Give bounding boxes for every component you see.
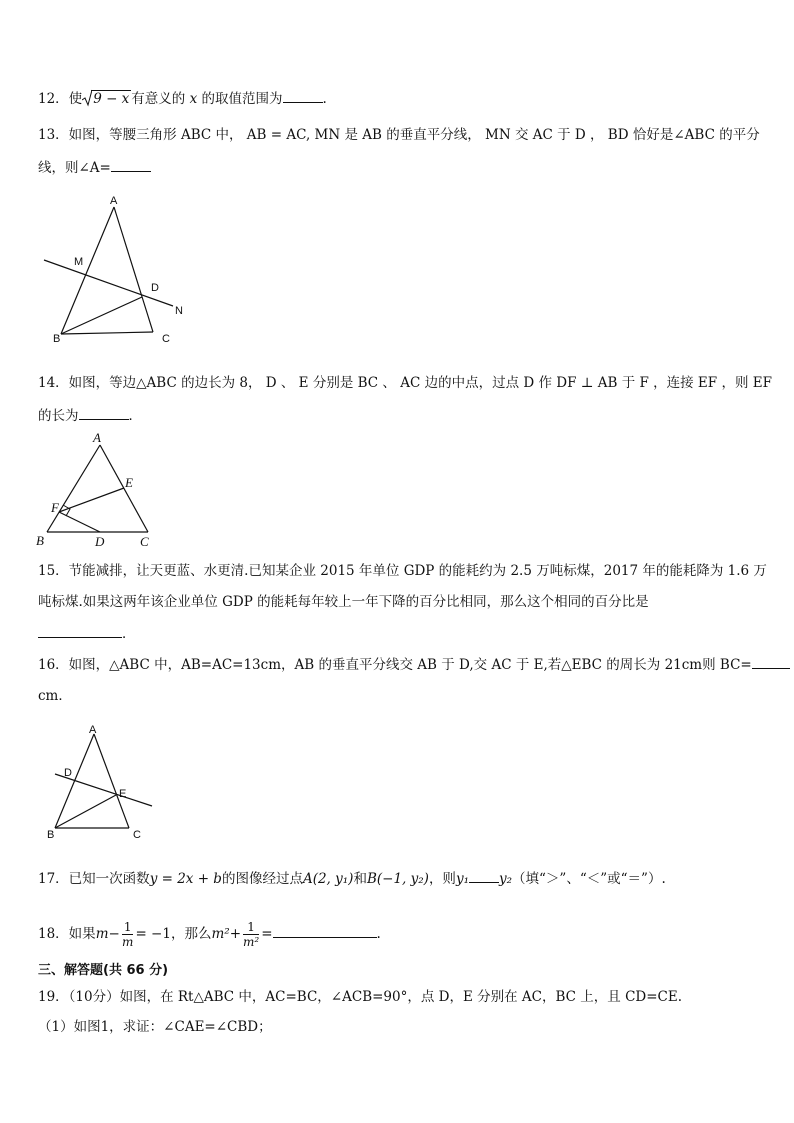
q14-label-c: C [140, 534, 149, 549]
sqrt-sign-icon [82, 89, 92, 107]
q12-answer-blank[interactable] [283, 89, 323, 103]
q17-answer-blank[interactable] [469, 869, 499, 883]
q18-text-a: 18．如果 [38, 926, 96, 942]
q12-radicand: 9 − x [93, 91, 130, 107]
q19-line1: 19．（10分）如图，在 Rt△ABC 中，AC=BC，∠ACB=90°，点 D，E 分别在 AC，BC 上，且 CD=CE. [38, 989, 683, 1005]
q17-text-e: （填“＞”、“＜”或“＝”）. [512, 871, 666, 887]
q18-m2: m² [211, 926, 230, 942]
q18-eq1: = −1，那么 [135, 926, 212, 942]
q14-label-a: A [93, 430, 101, 445]
q18-frac1-den: m [121, 935, 134, 949]
q15-end: ． [122, 626, 136, 642]
q18-line [38, 920, 381, 949]
q13-label-m: M [74, 256, 84, 268]
q17-text-d: ，则 [428, 871, 456, 887]
q16-side-ac [94, 734, 129, 828]
q18-frac1-num: 1 [123, 920, 132, 934]
q16-line2: cm． [38, 688, 72, 704]
q16-figure [40, 720, 160, 842]
q17-point-b: B(−1, y₂) [366, 871, 429, 887]
q17-line [38, 869, 666, 888]
q16-label-a: A [89, 724, 97, 736]
q18-m: m [95, 926, 109, 942]
q14-line2-text: 的长为 [38, 408, 79, 424]
q13-side-ab [61, 207, 114, 334]
q17-text-b: 的图像经过点 [221, 871, 303, 887]
q15-line2: 吨标煤.如果这两年该企业单位 GDP 的能耗每年较上一年下降的百分比相同，那么这个相同的百分比是 [38, 594, 649, 610]
q18-minus: − [108, 926, 120, 942]
q16-segment-be [55, 795, 116, 828]
q18-plus: + [229, 926, 241, 942]
q16-label-e: E [119, 788, 127, 800]
q14-line1: 14．如图，等边△ABC 的边长为 8， D 、 E 分别是 BC 、 AC 边的中点，过点 D 作 DF ⊥ AB 于 F ，连接 EF ，则 EF [38, 375, 772, 391]
q13-label-d: D [151, 282, 159, 294]
q18-fraction-1 [122, 920, 134, 949]
q17-function: y = 2x + b [149, 871, 222, 887]
q18-fraction-2 [243, 920, 259, 949]
q18-end: . [376, 926, 381, 942]
q12-sqrt [82, 90, 131, 108]
q14-figure [30, 428, 160, 550]
q13-label-b: B [53, 333, 61, 345]
q14-label-e: E [125, 475, 133, 490]
q17-y2: y₂ [498, 871, 513, 887]
q17-text-a: 17．已知一次函数 [38, 871, 150, 887]
q13-answer-blank[interactable] [111, 158, 151, 172]
q12-var: x [189, 91, 198, 107]
q16-answer-blank[interactable] [752, 655, 790, 669]
q18-frac2-num: 1 [243, 920, 259, 935]
q14-label-f: F [51, 500, 59, 515]
q18-frac2-den: m² [243, 935, 260, 949]
section-3-title: 三、解答题(共 66 分) [38, 963, 169, 978]
q12-text-c: 的取值范围为 [201, 91, 283, 107]
q18-answer-blank[interactable] [273, 924, 377, 938]
q15-line3 [38, 624, 136, 643]
q17-point-a: A(2, y₁) [302, 871, 354, 887]
q16-label-d: D [64, 767, 72, 779]
q13-line1: 13．如图，等腰三角形 ABC 中， AB = AC, MN 是 AB 的垂直平分线， MN 交 AC 于 D ， BD 恰好是∠ABC 的平分 [38, 127, 760, 143]
q14-segment-fd [59, 512, 100, 532]
q12-text-b: 有意义的 [131, 91, 186, 107]
q14-answer-blank[interactable] [79, 406, 129, 420]
q17-text-c: 和 [353, 871, 367, 887]
q16-label-b: B [47, 829, 55, 841]
q13-side-bc [61, 332, 153, 334]
q13-line2 [38, 158, 151, 177]
q14-label-b: B [36, 533, 44, 548]
q16-line1-text: 16．如图，△ABC 中，AB=AC=13cm，AB 的垂直平分线交 AB 于 D,交 AC 于 E,若△EBC 的周长为 21cm则 BC= [38, 657, 752, 673]
q13-side-ac [114, 207, 153, 332]
q14-label-d: D [95, 534, 105, 549]
q12-text-a: 12．使 [38, 91, 83, 107]
q15-answer-blank[interactable] [38, 624, 122, 638]
q16-label-c: C [133, 829, 141, 841]
q13-label-n: N [175, 305, 183, 317]
q13-label-c: C [162, 333, 170, 345]
q13-figure [38, 190, 198, 350]
q16-line1 [38, 655, 790, 674]
q18-eq2: = [261, 926, 273, 942]
q15-line1: 15．节能减排，让天更蓝、水更清.已知某企业 2015 年单位 GDP 的能耗约为 2.5 万吨标煤，2017 年的能耗降为 1.6 万 [38, 563, 767, 579]
q12-end: . [322, 91, 327, 107]
q13-label-a: A [110, 195, 118, 207]
q12-line [38, 89, 327, 108]
q17-y1: y₁ [455, 871, 469, 887]
q19-line2: （1）如图1，求证：∠CAE=∠CBD； [38, 1019, 272, 1035]
q13-line2-text: 线，则∠A= [38, 160, 111, 176]
q14-end: ． [128, 408, 142, 424]
q13-segment-bd [61, 297, 142, 334]
q14-line2 [38, 406, 142, 425]
